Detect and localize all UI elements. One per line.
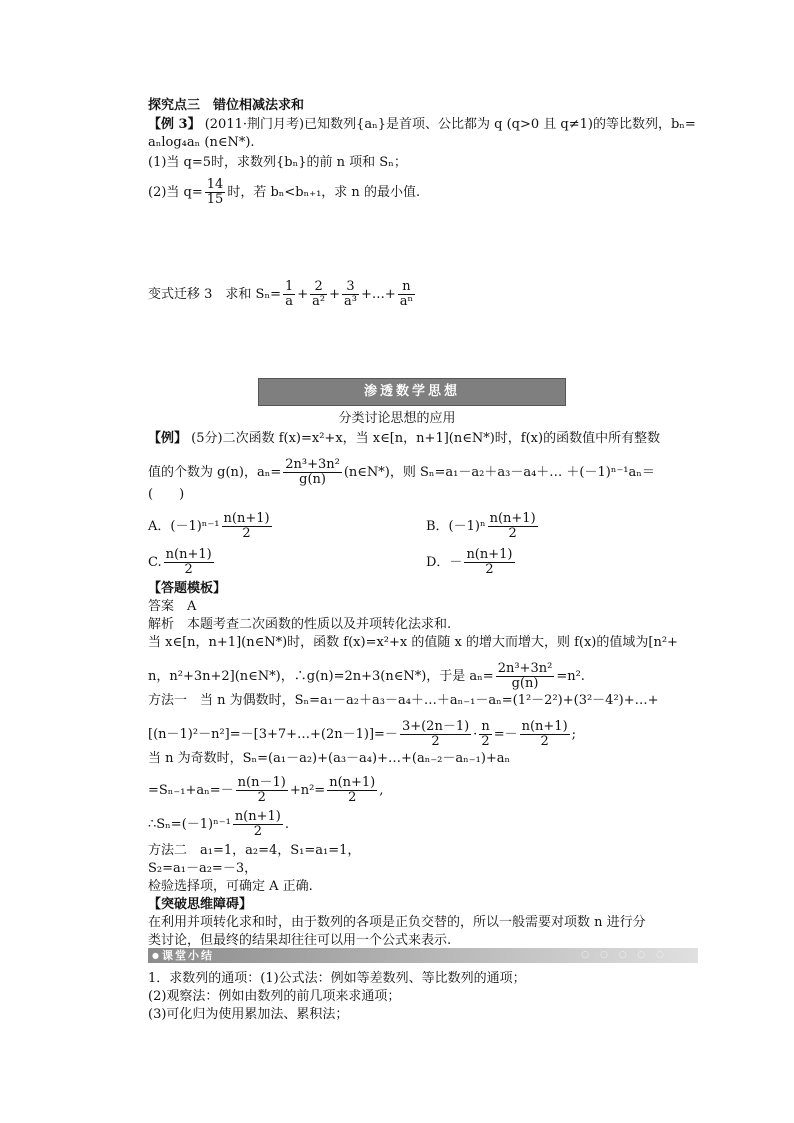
example-line2: [148, 458, 655, 487]
method1-line1: 方法一 当 n 为偶数时，Sₙ=a₁－a₂＋a₃－a₄＋…＋aₙ₋₁－aₙ=(1²－2²)+(3²－4²)+…+: [148, 693, 659, 708]
option-d-frac: [464, 548, 514, 577]
variant3-ellipsis: +…+: [361, 287, 396, 302]
example-line2-prefix: 值的个数为 g(n)，aₙ=: [148, 465, 282, 480]
term3-den: a³: [344, 294, 357, 309]
m1b-den2: 2: [481, 734, 490, 749]
option-c-prefix: C.: [148, 555, 162, 570]
section-banner: 渗透数学思想: [258, 378, 566, 406]
summary-bar-label: 课堂小结: [162, 949, 214, 962]
m1d-num1: n(n－1): [237, 775, 286, 790]
method1-line4: [148, 776, 383, 805]
m1d-frac1: [236, 776, 288, 805]
variant3-term2: [310, 280, 327, 309]
q2-suffix: 时，若 bₙ<bₙ₊₁，求 n 的最小值.: [227, 185, 421, 200]
option-b-frac: [488, 512, 538, 541]
m1d-den2: 2: [348, 790, 357, 805]
m1d-prefix: =Sₙ₋₁+aₙ=－: [148, 783, 234, 798]
m1b-frac2: [479, 720, 491, 749]
term2-den: a²: [312, 294, 326, 309]
step2-den: g(n): [511, 676, 539, 691]
q2-prefix: (2)当 q=: [148, 185, 203, 200]
q2-frac-num: 14: [206, 177, 224, 192]
m1d-end: ,: [379, 783, 384, 798]
option-c-den: 2: [184, 562, 193, 577]
m1e-num: n(n+1): [234, 809, 281, 824]
m1b-eq: =－: [493, 727, 518, 742]
m1d-frac2: [327, 776, 377, 805]
an-frac-num: 2n³+3n²: [285, 457, 340, 472]
m1b-den3: 2: [540, 734, 549, 749]
option-a: [148, 512, 274, 541]
term3-num: 3: [342, 280, 359, 295]
term1-den: a: [285, 294, 293, 309]
an-fraction: [283, 458, 342, 487]
m1d-den1: 2: [257, 790, 266, 805]
m1b-end: ;: [571, 727, 577, 742]
q2-frac-den: 15: [206, 192, 224, 207]
m1b-frac1: [400, 720, 471, 749]
summary-item3: (3)可化归为使用累加法、累积法；: [148, 1007, 349, 1022]
example-stem: (5分)二次函数 f(x)=x²+x，当 x∈[n，n+1](n∈N*)时，f(x)的函数值中所有整数: [191, 431, 661, 446]
option-a-den: 2: [242, 526, 251, 541]
m1b-frac3: [520, 720, 570, 749]
option-a-prefix: A．(－1)ⁿ⁻¹: [148, 519, 220, 534]
method2-line3: 检验选择项，可确定 A 正确.: [148, 879, 313, 894]
option-b-prefix: B．(－1)ⁿ: [426, 519, 486, 534]
example-line1: [148, 430, 660, 448]
m1e-frac: [233, 810, 283, 839]
banner-subtitle: 分类讨论思想的应用: [338, 411, 456, 426]
option-d-num: n(n+1): [466, 547, 513, 562]
example3-line1: [148, 116, 696, 134]
variant3-term3: [342, 280, 359, 309]
variant3-prefix: 变式迁移 3 求和 Sₙ=: [148, 287, 281, 302]
m1b-prefix: [(n－1)²－n²]=－[3+7+…+(2n－1)]=－: [148, 727, 398, 742]
last-term-num: n: [398, 280, 415, 295]
example-line2-suffix: (n∈N*)，则 Sₙ=a₁－a₂＋a₃－a₄＋… ＋(－1)ⁿ⁻¹aₙ＝: [343, 465, 655, 480]
q2-fraction: [205, 178, 226, 207]
m1e-den: 2: [253, 824, 262, 839]
solution-step1: 当 x∈[n，n+1](n∈N*)时，函数 f(x)=x²+x 的值随 x 的增大而增大，则 f(x)的值域为[n²+: [148, 635, 678, 650]
summary-bar: [148, 948, 698, 963]
option-a-frac: [222, 512, 272, 541]
option-d-prefix: D．－: [426, 555, 463, 570]
breakthrough-heading: 【突破思维障碍】: [148, 897, 253, 912]
template-heading: 【答题模板】: [148, 581, 227, 596]
bullet-icon: ●: [152, 951, 159, 960]
m1b-num2: n: [481, 719, 490, 734]
option-c: [148, 548, 216, 577]
method1-line3: 当 n 为奇数时，Sₙ=(a₁－a₂)+(a₃－a₄)+…+(aₙ₋₂－aₙ₋₁)+aₙ: [148, 751, 511, 766]
variant3-term1: [283, 280, 295, 309]
an-frac-den: g(n): [299, 472, 326, 487]
m1d-mid: +n²=: [289, 783, 326, 798]
variant3-line: 变式迁移 3 求和 Sₙ= $\frac{1}{a}$ + $\frac{2}{\text{a²}}$ + $\frac{3}{\text{a³}}$ +…+ $\frac{n}{\text{aⁿ}}$: [148, 279, 414, 309]
summary-item1: 1．求数列的通项：(1)公式法：例如等差数列、等比数列的通项；: [148, 971, 526, 986]
m1b-den1: 2: [431, 734, 440, 749]
answer-line: 答案 A: [148, 599, 197, 614]
breakthrough-line2: 类讨论，但最终的结果却往往可以用一个公式来表示.: [148, 933, 452, 948]
method2-line1: 方法二 a₁=1，a₂=4，S₁=a₁=1，: [148, 843, 361, 858]
option-d-den: 2: [485, 562, 494, 577]
example3-tag: 【例 3】: [148, 117, 201, 132]
solution-step2: [148, 662, 585, 691]
m1e-prefix: ∴Sₙ=(－1)ⁿ⁻¹: [148, 817, 231, 832]
analysis-line: 解析 本题考查二次函数的性质以及并项转化法求和.: [148, 617, 452, 632]
step2-num: 2n³+3n²: [497, 661, 553, 676]
example-tag: 【例】: [148, 431, 188, 446]
method2-line2: S₂=a₁－a₂=－3，: [148, 861, 258, 876]
option-b-num: n(n+1): [489, 511, 536, 526]
step2-frac: [496, 662, 555, 691]
section-heading: 探究点三 错位相减法求和: [148, 98, 305, 113]
step2-prefix: n，n²+3n+2](n∈N*)，∴g(n)=2n+3(n∈N*)，于是 aₙ=: [148, 669, 494, 684]
step2-suffix: =n².: [556, 669, 585, 684]
decorative-dots-icon: ○ ○ ○ ○ ○: [581, 950, 668, 960]
summary-item2: (2)观察法：例如由数列的前几项来求通项；: [148, 989, 401, 1004]
example3-question1: (1)当 q=5时，求数列{bₙ}的前 n 项和 Sₙ；: [148, 155, 407, 170]
option-d: [426, 548, 517, 577]
option-c-num: n(n+1): [165, 547, 212, 562]
option-a-num: n(n+1): [223, 511, 270, 526]
variant3-last-term: [398, 280, 415, 309]
term1-num: 1: [284, 279, 294, 294]
m1b-num1: 3+(2n－1): [401, 719, 470, 734]
m1e-end: .: [284, 817, 290, 832]
breakthrough-line1: 在利用并项转化求和时，由于数列的各项是正负交替的，所以一般需要对项数 n 进行分: [148, 915, 646, 930]
example3-question2: [148, 178, 420, 207]
example-answer-blank: ( ): [148, 487, 185, 502]
option-b: [426, 512, 540, 541]
method1-line5: [148, 810, 289, 839]
example3-stem: (2011·荆门月考)已知数列{aₙ}是首项、公比都为 q (q>0 且 q≠1)的等比数列，bₙ=: [204, 117, 696, 132]
method1-line2: [148, 720, 576, 749]
example3-line2: aₙlog₄aₙ (n∈N*).: [148, 135, 255, 150]
last-term-den: aⁿ: [399, 294, 414, 309]
option-c-frac: [164, 548, 214, 577]
term2-num: 2: [310, 280, 327, 295]
option-b-den: 2: [508, 526, 517, 541]
m1b-dot: ·: [473, 727, 478, 742]
m1b-num3: n(n+1): [521, 719, 568, 734]
m1d-num2: n(n+1): [329, 775, 376, 790]
